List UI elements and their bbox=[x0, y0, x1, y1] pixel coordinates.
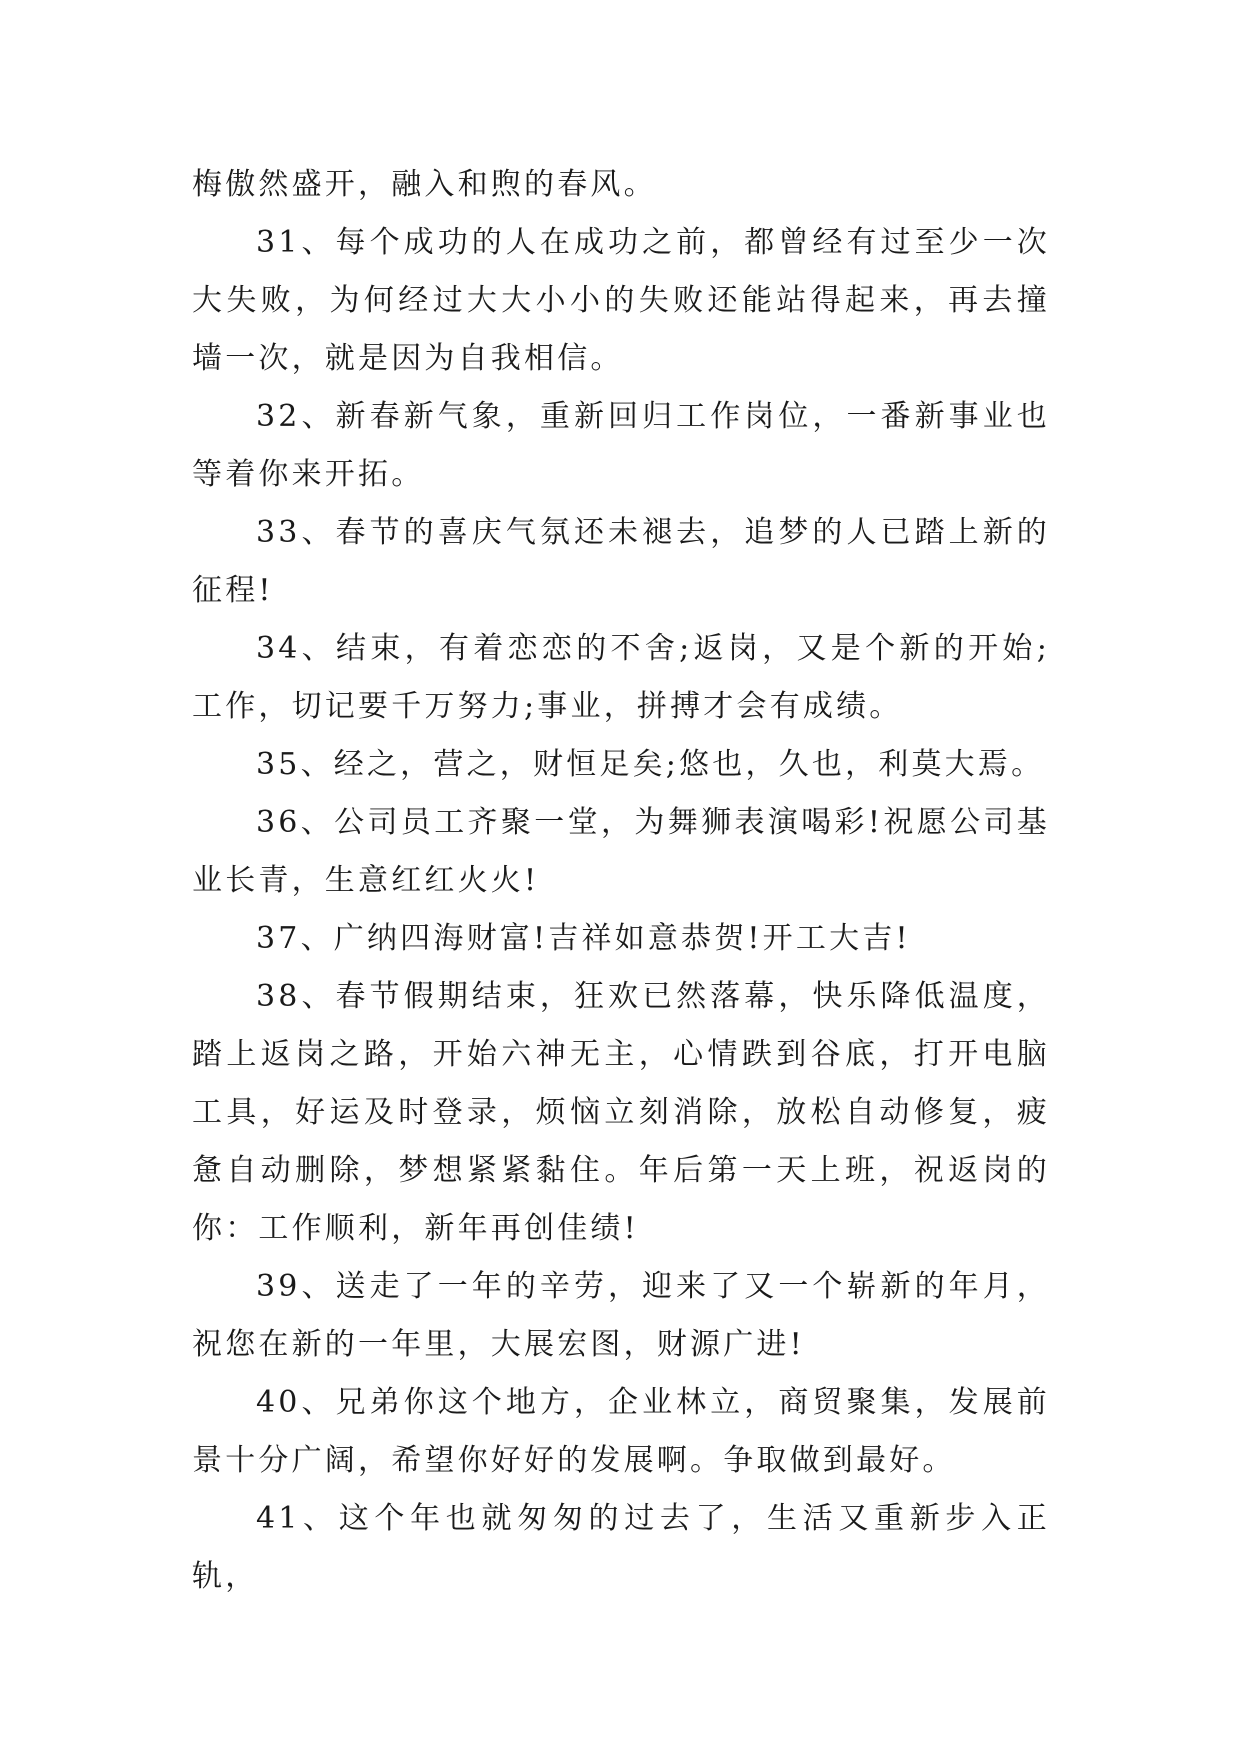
paragraph: 34、结束，有着恋恋的不舍;返岗，又是个新的开始;工作，切记要千万努力;事业，拼搏才会有成绩。 bbox=[192, 631, 1050, 724]
paragraph: 35、经之，营之，财恒足矣;悠也，久也，利莫大焉。 bbox=[256, 747, 1045, 782]
paragraph: 37、广纳四海财富!吉祥如意恭贺!开工大吉! bbox=[256, 921, 911, 956]
paragraph: 40、兄弟你这个地方，企业林立，商贸聚集，发展前景十分广阔，希望你好好的发展啊。争取做到最好。 bbox=[192, 1385, 1050, 1478]
paragraph: 41、这个年也就匆匆的过去了，生活又重新步入正轨， bbox=[192, 1501, 1050, 1594]
paragraph: 33、春节的喜庆气氛还未褪去，追梦的人已踏上新的征程! bbox=[192, 515, 1050, 608]
paragraph: 38、春节假期结束，狂欢已然落幕，快乐降低温度，踏上返岗之路，开始六神无主，心情跌到谷底，打开电脑工具，好运及时登录，烦恼立刻消除，放松自动修复，疲惫自动删除，梦想紧紧黏住。年后第一天上班，祝返岗的你：工作顺利，新年再创佳绩! bbox=[192, 979, 1050, 1246]
document-body bbox=[192, 156, 1050, 1606]
paragraph: 39、送走了一年的辛劳，迎来了又一个崭新的年月，祝您在新的一年里，大展宏图，财源广进! bbox=[192, 1269, 1050, 1362]
paragraph: 梅傲然盛开，融入和煦的春风。 bbox=[192, 167, 657, 202]
paragraph: 31、每个成功的人在成功之前，都曾经有过至少一次大失败，为何经过大大小小的失败还能站得起来，再去撞墙一次，就是因为自我相信。 bbox=[192, 225, 1050, 376]
paragraph: 36、公司员工齐聚一堂，为舞狮表演喝彩!祝愿公司基业长青，生意红红火火! bbox=[192, 805, 1050, 898]
paragraph: 32、新春新气象，重新回归工作岗位，一番新事业也等着你来开拓。 bbox=[192, 399, 1050, 492]
